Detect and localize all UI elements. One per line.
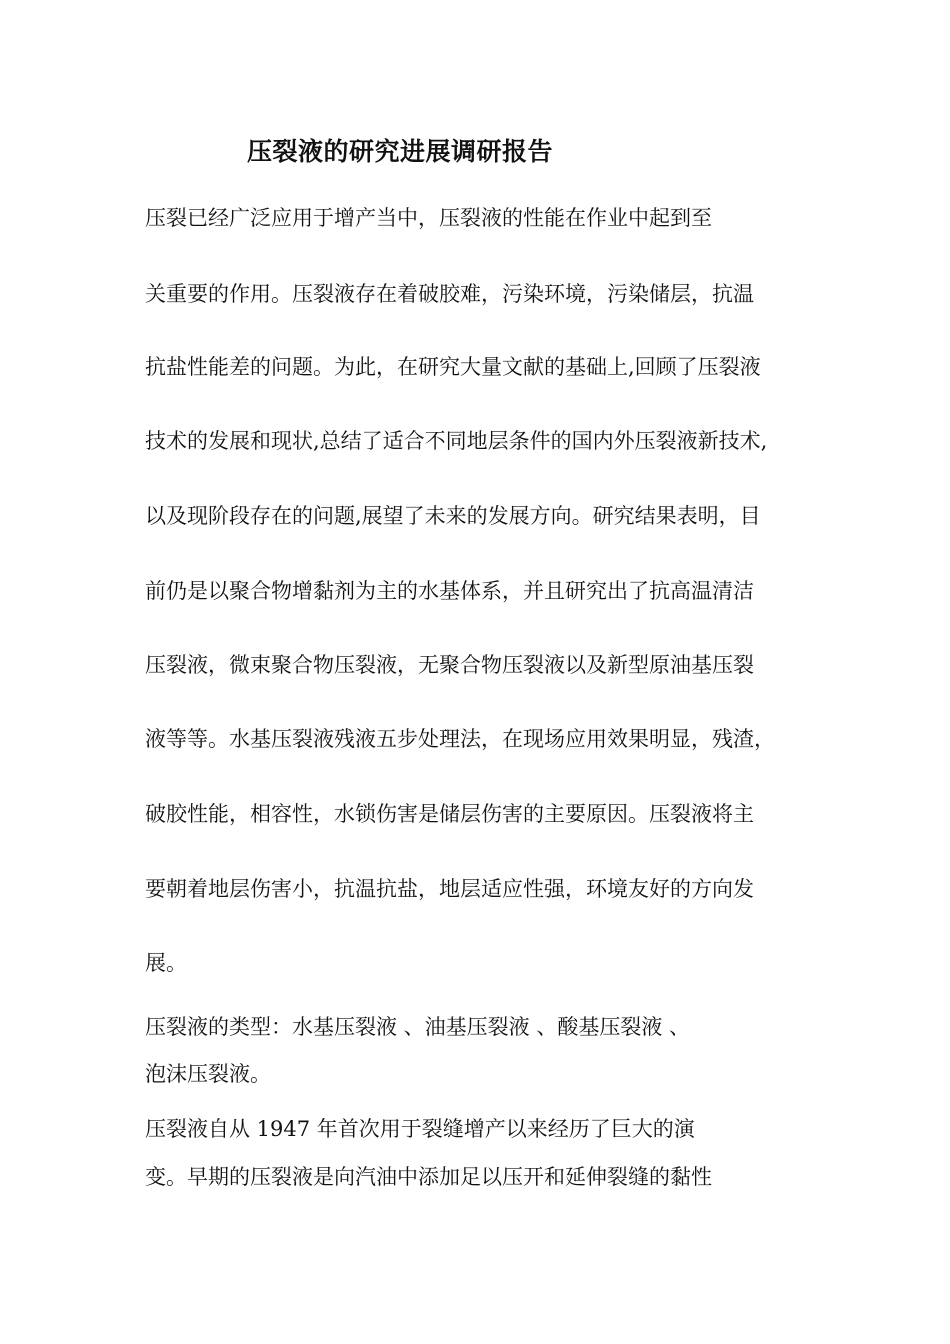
- abstract-line-7: 压裂液，微束聚合物压裂液，无聚合物压裂液以及新型原油基压裂: [145, 653, 754, 677]
- abstract-line-1: 压裂已经广泛应用于增产当中，压裂液的性能在作业中起到至: [145, 206, 712, 230]
- abstract-line-2: 关重要的作用。压裂液存在着破胶难，污染环境，污染储层，抗温: [145, 282, 754, 306]
- types-line-2: 泡沫压裂液。: [145, 1062, 271, 1086]
- abstract-line-3: 抗盐性能差的问题。为此，在研究大量文献的基础上,回顾了压裂液: [145, 355, 761, 379]
- abstract-line-10: 要朝着地层伤害小，抗温抗盐，地层适应性强，环境友好的方向发: [145, 877, 754, 901]
- history-line-1: 压裂液自从 1947 年首次用于裂缝增产以来经历了巨大的演: [145, 1117, 695, 1141]
- abstract-line-9: 破胶性能，相容性，水锁伤害是储层伤害的主要原因。压裂液将主: [145, 802, 754, 826]
- abstract-line-11: 展。: [145, 951, 187, 975]
- types-line-1: 压裂液的类型：水基压裂液 、油基压裂液 、酸基压裂液 、: [145, 1015, 691, 1039]
- abstract-line-4: 技术的发展和现状,总结了适合不同地层条件的国内外压裂液新技术,: [145, 429, 768, 453]
- abstract-line-6: 前仍是以聚合物增黏剂为主的水基体系，并且研究出了抗高温清洁: [145, 579, 754, 603]
- abstract-line-8: 液等等。水基压裂液残液五步处理法，在现场应用效果明显，残渣，: [145, 727, 775, 751]
- abstract-line-5: 以及现阶段存在的问题,展望了未来的发展方向。研究结果表明，目: [145, 504, 761, 528]
- history-line-2: 变。早期的压裂液是向汽油中添加足以压开和延伸裂缝的黏性: [145, 1165, 712, 1189]
- document-title: 压裂液的研究进展调研报告: [247, 137, 554, 166]
